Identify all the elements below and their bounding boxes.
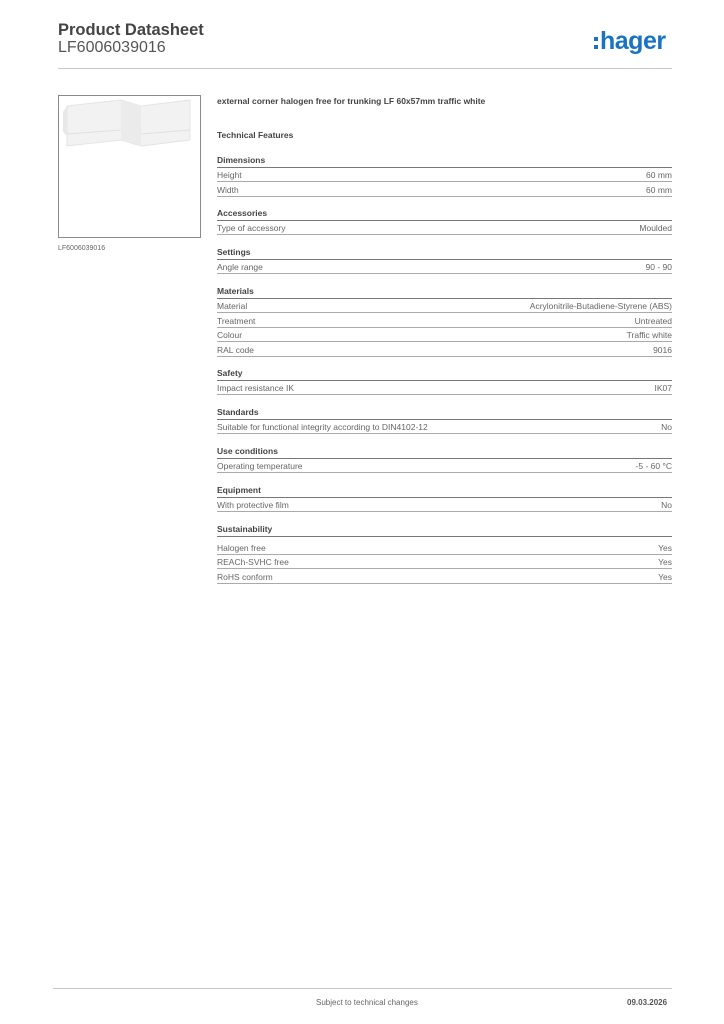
section-title-dimensions: Dimensions bbox=[217, 155, 672, 168]
spec-value: Acrylonitrile-Butadiene-Styrene (ABS) bbox=[529, 301, 672, 311]
spec-label: RoHS conform bbox=[217, 572, 273, 582]
spec-row bbox=[217, 382, 672, 395]
section-title-safety: Safety bbox=[217, 368, 672, 381]
spec-label: Type of accessory bbox=[217, 223, 286, 233]
spec-row bbox=[217, 460, 672, 473]
section-title-settings: Settings bbox=[217, 247, 672, 260]
spec-label: Treatment bbox=[217, 316, 256, 326]
spec-label: Height bbox=[217, 170, 242, 180]
page-title: Product Datasheet bbox=[58, 21, 204, 39]
technical-features-heading: Technical Features bbox=[217, 130, 294, 140]
section-title-equipment: Equipment bbox=[217, 485, 672, 498]
product-description: external corner halogen free for trunking LF 60x57mm traffic white bbox=[217, 96, 486, 106]
spec-row bbox=[217, 261, 672, 274]
spec-row bbox=[217, 499, 672, 512]
corner-trunking-icon bbox=[59, 96, 200, 237]
spec-label: Colour bbox=[217, 330, 243, 340]
spec-value: Yes bbox=[658, 572, 672, 582]
spec-value: 60 mm bbox=[646, 185, 672, 195]
section-title-accessories: Accessories bbox=[217, 208, 672, 221]
logo-text: hager bbox=[600, 27, 666, 55]
section-title-use-conditions: Use conditions bbox=[217, 446, 672, 459]
spec-value: IK07 bbox=[654, 383, 672, 393]
spec-row bbox=[217, 300, 672, 313]
spec-value: Yes bbox=[658, 557, 672, 567]
spec-row bbox=[217, 542, 672, 555]
spec-value: Yes bbox=[658, 543, 672, 553]
footer-divider bbox=[53, 988, 672, 989]
spec-label: Width bbox=[217, 185, 239, 195]
product-code: LF6006039016 bbox=[58, 39, 166, 56]
logo-dot-icon bbox=[594, 37, 598, 41]
spec-label: Material bbox=[217, 301, 248, 311]
spec-row bbox=[217, 222, 672, 235]
header-divider bbox=[58, 68, 672, 69]
spec-value: 60 mm bbox=[646, 170, 672, 180]
spec-label: Impact resistance IK bbox=[217, 383, 295, 393]
spec-row bbox=[217, 556, 672, 569]
spec-label: Halogen free bbox=[217, 543, 266, 553]
spec-row bbox=[217, 169, 672, 182]
spec-label: Suitable for functional integrity according to DIN4102-12 bbox=[217, 422, 428, 432]
spec-label: Operating temperature bbox=[217, 461, 303, 471]
footer-note: Subject to technical changes bbox=[316, 998, 418, 1007]
product-image bbox=[58, 95, 201, 238]
image-caption: LF6006039016 bbox=[58, 245, 106, 252]
spec-value: Untreated bbox=[634, 316, 672, 326]
spec-value: Traffic white bbox=[626, 330, 672, 340]
spec-label: Angle range bbox=[217, 262, 263, 272]
spec-value: 90 - 90 bbox=[645, 262, 672, 272]
spec-label: REACh-SVHC free bbox=[217, 557, 289, 567]
spec-value: -5 - 60 °C bbox=[635, 461, 672, 471]
section-title-materials: Materials bbox=[217, 286, 672, 299]
spec-row bbox=[217, 421, 672, 434]
spec-label: With protective film bbox=[217, 500, 289, 510]
spec-row bbox=[217, 184, 672, 197]
footer-date: 09.03.2026 bbox=[627, 998, 668, 1007]
spec-row bbox=[217, 315, 672, 328]
spec-value: No bbox=[661, 422, 672, 432]
spec-row bbox=[217, 329, 672, 342]
section-title-sustainability: Sustainability bbox=[217, 524, 672, 537]
section-title-standards: Standards bbox=[217, 407, 672, 420]
logo-dot-icon bbox=[594, 45, 598, 49]
spec-value: Moulded bbox=[639, 223, 672, 233]
spec-label: RAL code bbox=[217, 345, 255, 355]
spec-value: No bbox=[661, 500, 672, 510]
spec-value: 9016 bbox=[653, 345, 672, 355]
spec-row bbox=[217, 571, 672, 584]
spec-row bbox=[217, 344, 672, 357]
